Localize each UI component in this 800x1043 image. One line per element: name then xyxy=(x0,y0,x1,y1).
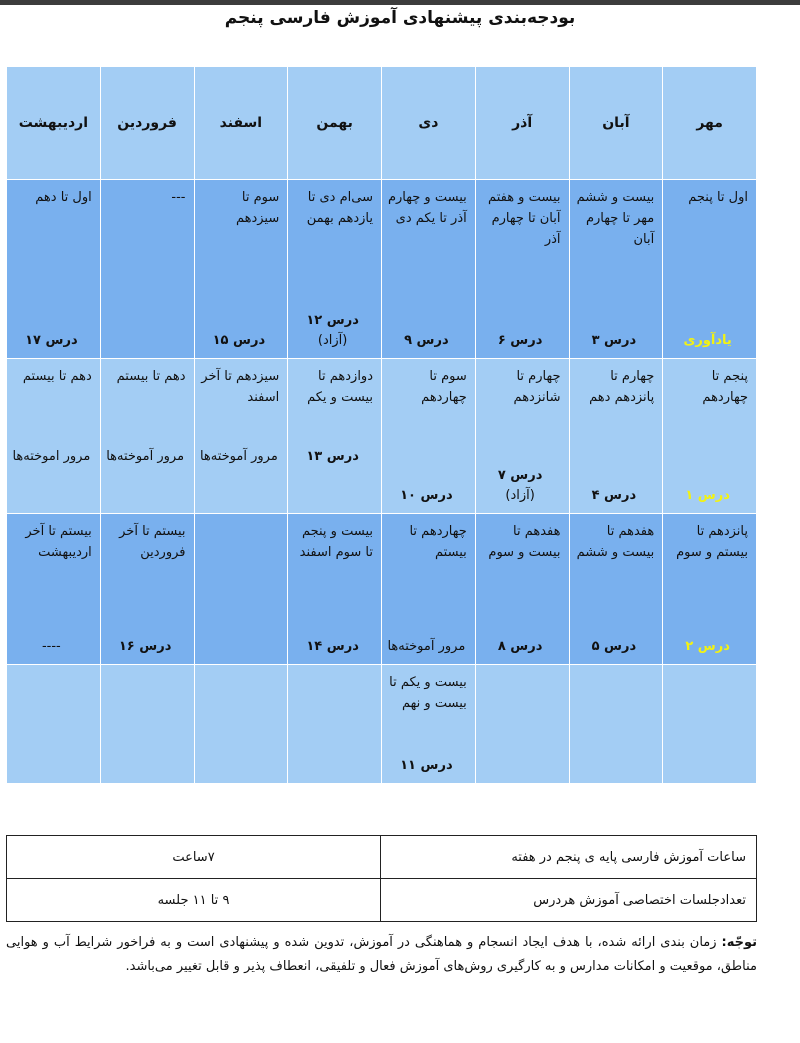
schedule-cell xyxy=(100,359,194,514)
cell-lesson-text: درس ۳ xyxy=(591,332,637,348)
schedule-cell xyxy=(100,665,194,784)
cell-lesson-text: درس ۱۲ xyxy=(306,313,359,328)
cell-range-text: بیست و پنجم تا سوم اسفند xyxy=(299,524,373,560)
note-paragraph xyxy=(6,931,757,979)
cell-lesson-text: درس ۱۱ xyxy=(400,757,453,773)
cell-range-text: بیست و چهارم آذر تا یکم دی xyxy=(387,190,467,226)
table-row xyxy=(7,180,757,359)
cell-lesson-text: مرور آموخته‌ها xyxy=(387,638,466,654)
schedule-cell xyxy=(7,514,101,665)
month-header-row xyxy=(7,67,757,180)
cell-range-text: سوم تا چهاردهم xyxy=(421,369,467,405)
info-value: ۹ تا ۱۱ جلسه xyxy=(7,879,381,922)
table-row xyxy=(7,665,757,784)
cell-lesson-text: درس ۷ xyxy=(497,468,543,483)
schedule-cell xyxy=(288,359,382,514)
cell-lesson-text: مرور اموخته‌ها xyxy=(12,449,91,464)
schedule-cell xyxy=(569,180,663,359)
cell-range-text: هفدهم تا بیست و ششم xyxy=(576,524,655,560)
schedule-cell xyxy=(288,514,382,665)
schedule-cell xyxy=(7,180,101,359)
schedule-cell xyxy=(663,665,757,784)
cell-lesson-text: درس ۱۵ xyxy=(212,332,266,348)
schedule-cell xyxy=(569,665,663,784)
cell-range-text: سی‌ام دی تا یازدهم بهمن xyxy=(306,190,373,226)
schedule-cell xyxy=(663,359,757,514)
schedule-cell xyxy=(100,180,194,359)
table-row xyxy=(7,514,757,665)
window-top-bar xyxy=(0,0,800,5)
schedule-cell xyxy=(475,359,569,514)
cell-range-text: اول تا پنجم xyxy=(688,190,748,205)
month-header: آبان xyxy=(569,67,663,180)
cell-range-text: سوم تا سیزدهم xyxy=(235,190,280,226)
month-header: اردیبهشت xyxy=(7,67,101,180)
cell-lesson-text: درس ۸ xyxy=(497,638,543,654)
schedule-cell xyxy=(475,665,569,784)
cell-range-text: بیستم تا آخر اردیبهشت xyxy=(25,524,92,560)
month-header: فروردین xyxy=(100,67,194,180)
cell-range-text: هفدهم تا بیست و سوم xyxy=(488,524,561,560)
info-label: ساعات آموزش فارسی پایه ی پنجم در هفته xyxy=(381,836,757,879)
schedule-cell xyxy=(194,514,288,665)
cell-range-text: چهارم تا شانزدهم xyxy=(513,369,561,405)
cell-lesson-text: ---- xyxy=(41,638,61,654)
month-header: مهر xyxy=(663,67,757,180)
highlight-lesson-label: درس ۱ xyxy=(685,487,730,503)
info-label: تعدادجلسات اختصاصی آموزش هردرس xyxy=(381,879,757,922)
cell-lesson-text: درس ۱۷ xyxy=(25,332,78,348)
cell-lesson-text: درس ۴ xyxy=(591,487,637,503)
cell-range-text: دهم تا بیستم xyxy=(22,369,92,384)
schedule-cell xyxy=(382,180,476,359)
note-label: توجّه: xyxy=(721,935,757,950)
highlight-lesson-label: یادآوری xyxy=(683,332,732,348)
schedule-cell xyxy=(194,180,288,359)
cell-lesson-text: مرور آموخته‌ها xyxy=(199,449,278,464)
cell-lesson-text: درس ۵ xyxy=(591,638,637,654)
table-row xyxy=(7,359,757,514)
schedule-cell xyxy=(569,514,663,665)
month-header: بهمن xyxy=(288,67,382,180)
month-header: اسفند xyxy=(194,67,288,180)
info-value: ۷ساعت xyxy=(7,836,381,879)
schedule-cell xyxy=(194,665,288,784)
schedule-cell xyxy=(194,359,288,514)
info-table xyxy=(6,835,757,922)
cell-lesson-text: درس ۶ xyxy=(497,332,543,348)
cell-range-text: بیستم تا آخر فروردین xyxy=(119,524,186,560)
cell-range-text: پنجم تا چهاردهم xyxy=(702,369,748,405)
cell-range-text: بیست و یکم تا بیست و نهم xyxy=(389,675,467,711)
cell-note-text: (آزاد) xyxy=(317,332,348,348)
schedule-cell xyxy=(288,665,382,784)
schedule-cell xyxy=(569,359,663,514)
schedule-cell xyxy=(7,665,101,784)
schedule-table xyxy=(6,66,757,784)
cell-range-text: دوازدهم تا بیست و یکم xyxy=(307,369,373,405)
schedule-cell xyxy=(382,665,476,784)
cell-lesson-text: درس ۱۳ xyxy=(306,449,359,464)
schedule-cell xyxy=(382,514,476,665)
note-text: زمان بندی ارائه شده، با هدف ایجاد انسجام و هماهنگی در آموزش، تدوین شده و پیشنهادی است و به فراخور شرایط آب و هوایی مناطق، موقعیت و امکانات مدارس و به کارگیری روش‌های آموزش فعال و تلفیقی، انعطاف پذیر و قابل تغییر می‌باشد. xyxy=(6,935,757,975)
cell-range-text: سیزدهم تا آخر اسفند xyxy=(201,369,280,405)
month-header: دی xyxy=(382,67,476,180)
month-header: آذر xyxy=(475,67,569,180)
cell-range-text: --- xyxy=(171,190,186,205)
cell-note-text: (آزاد) xyxy=(505,487,535,503)
cell-range-text: اول تا دهم xyxy=(35,190,92,205)
schedule-cell xyxy=(475,514,569,665)
info-row xyxy=(7,879,757,922)
cell-range-text: پانزدهم تا بیستم و سوم xyxy=(676,524,748,560)
schedule-cell xyxy=(382,359,476,514)
highlight-lesson-label: درس ۲ xyxy=(685,638,730,654)
schedule-cell xyxy=(663,514,757,665)
cell-lesson-text: درس ۱۴ xyxy=(306,638,359,654)
schedule-cell xyxy=(100,514,194,665)
cell-lesson-text: درس ۱۰ xyxy=(400,487,453,503)
cell-range-text: چهارم تا پانزدهم دهم xyxy=(589,369,655,405)
info-row xyxy=(7,836,757,879)
cell-range-text: بیست و ششم مهر تا چهارم آبان xyxy=(576,190,655,247)
cell-lesson-text: درس ۱۶ xyxy=(118,638,172,654)
cell-range-text: دهم تا بیستم xyxy=(116,369,186,384)
page-title: بودجه‌بندی پیشنهادی آموزش فارسی پنجم xyxy=(224,8,576,28)
schedule-cell xyxy=(7,359,101,514)
schedule-cell xyxy=(663,180,757,359)
cell-range-text: چهاردهم تا بیستم xyxy=(409,524,467,560)
cell-range-text: بیست و هفتم آبان تا چهارم آذر xyxy=(488,190,561,247)
schedule-cell xyxy=(475,180,569,359)
cell-lesson-text: مرور آموخته‌ها xyxy=(106,449,185,464)
cell-lesson-text: درس ۹ xyxy=(404,332,449,348)
schedule-cell xyxy=(288,180,382,359)
